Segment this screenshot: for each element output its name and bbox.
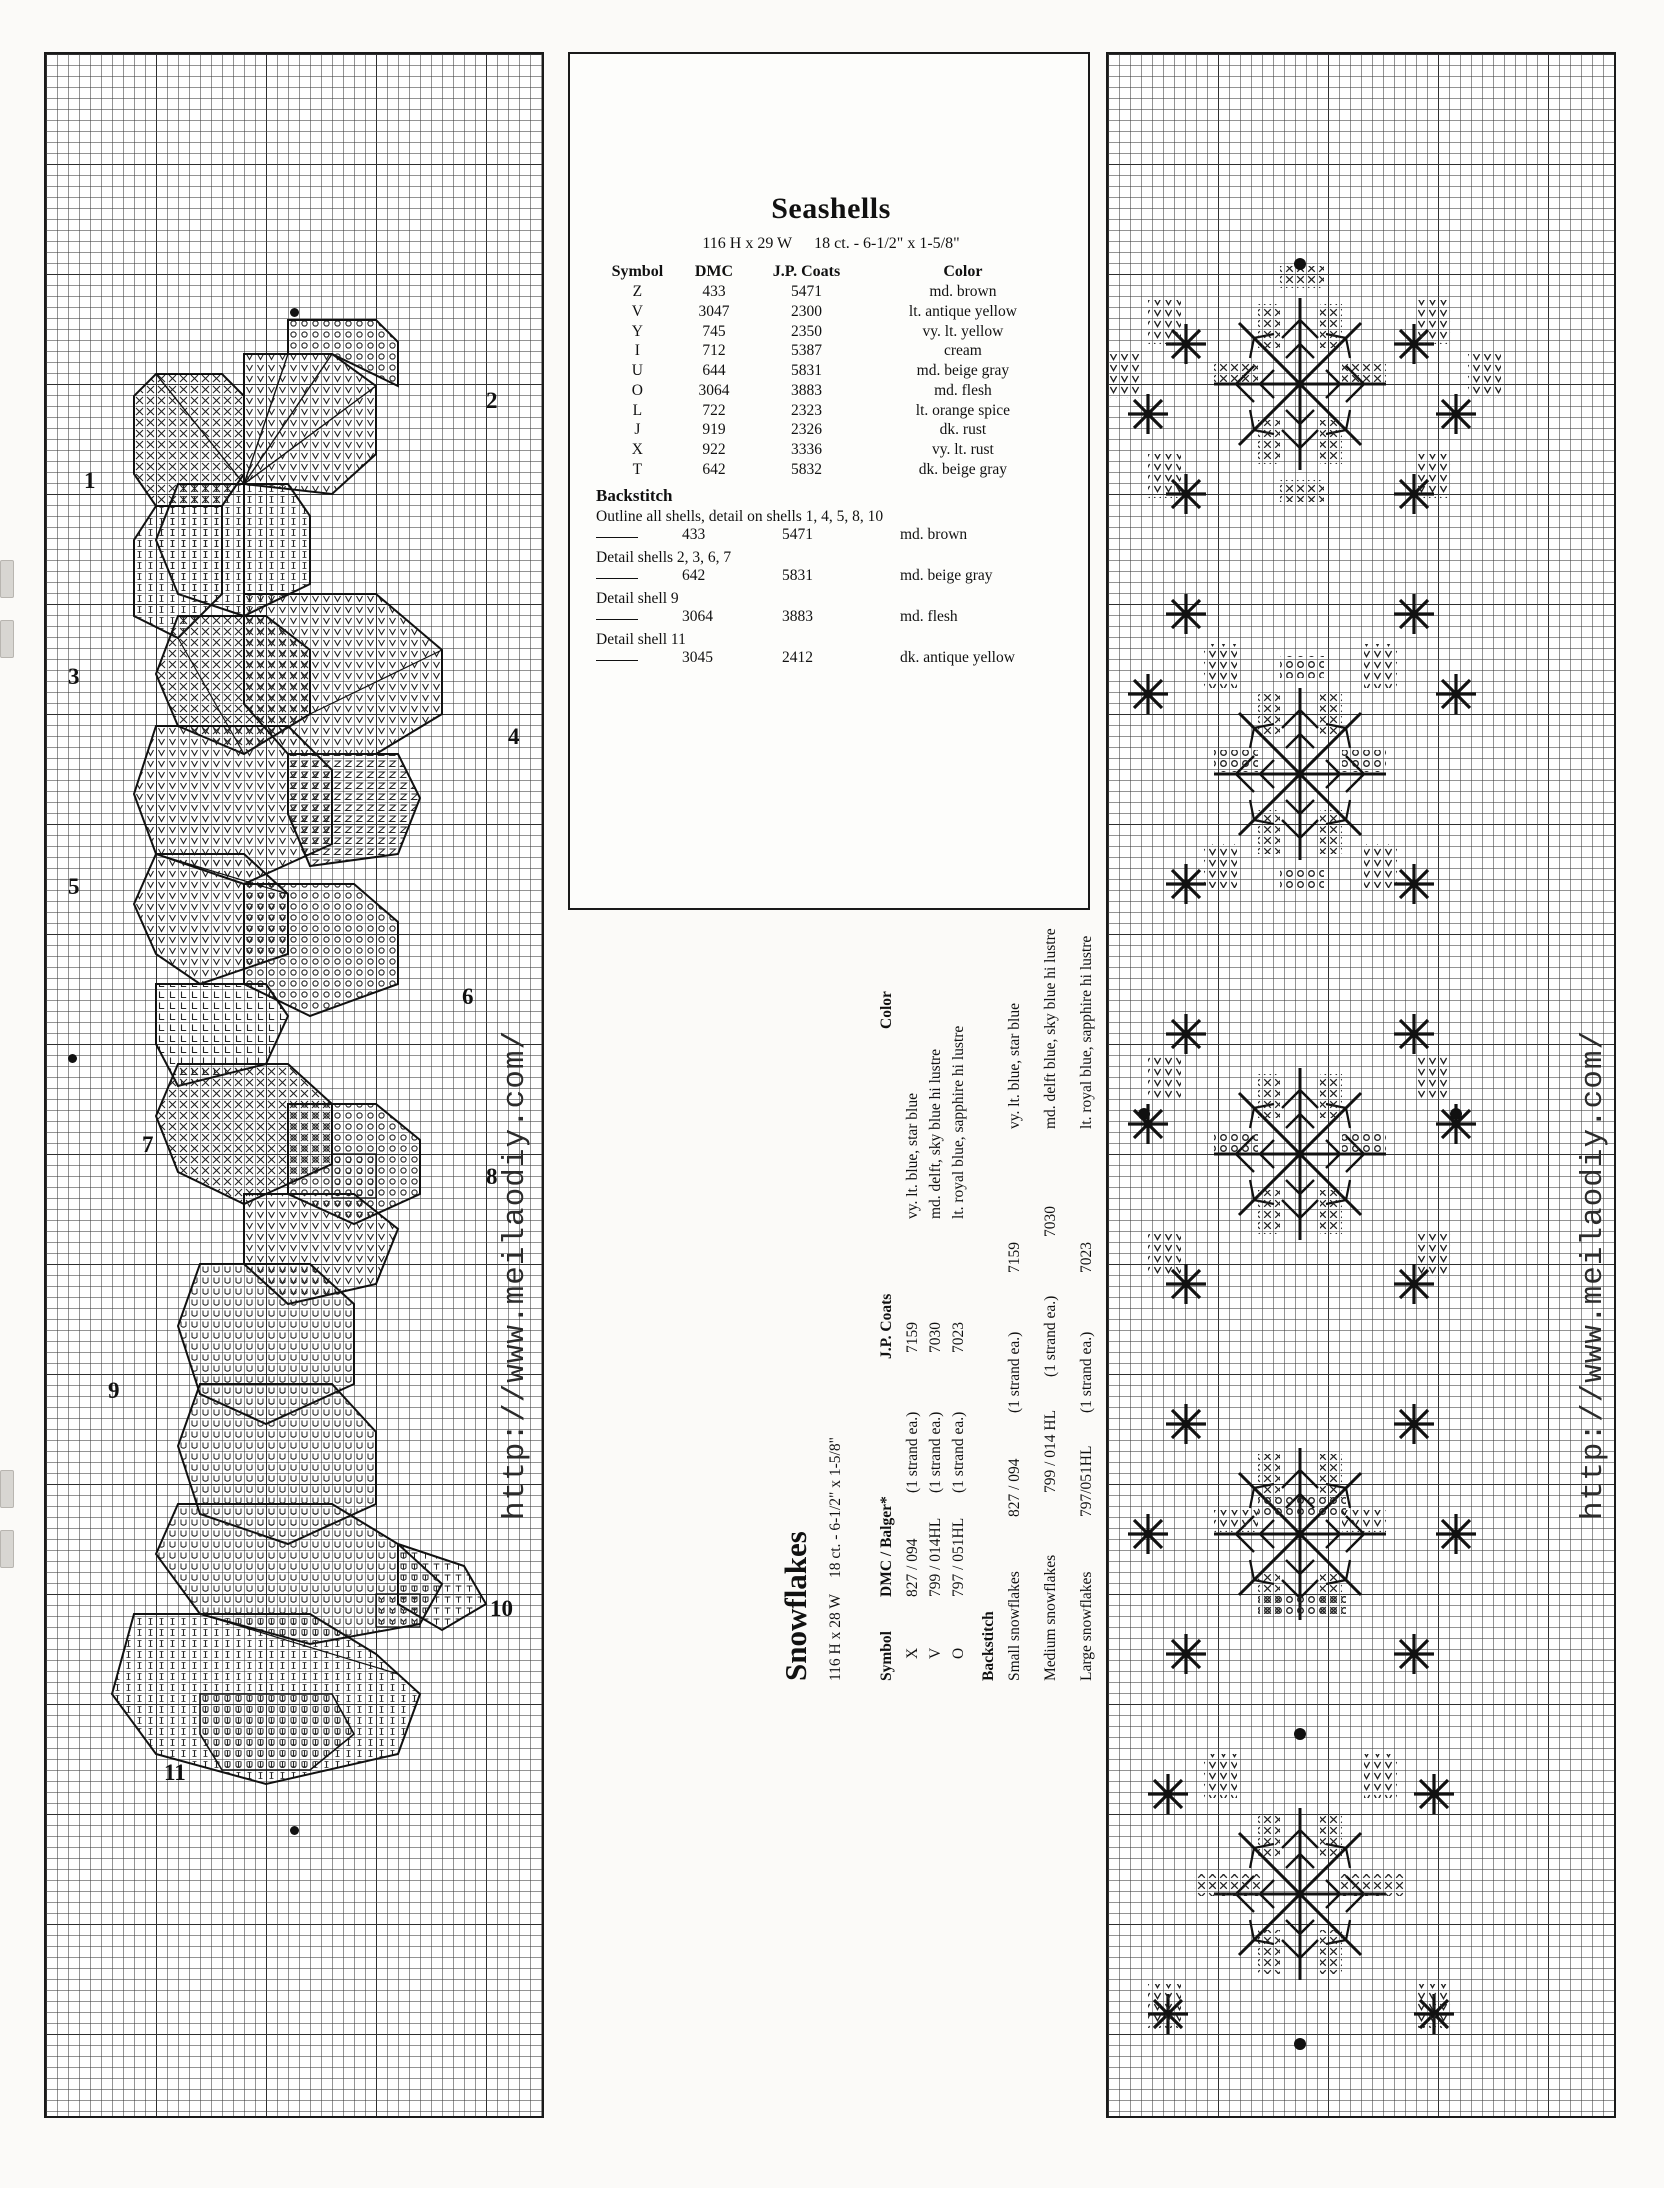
cell-dmc: 745 — [702, 322, 726, 340]
table-row — [598, 460, 1064, 480]
cell-jpcoats: 7023 — [950, 1322, 967, 1353]
cell-jpcoats: 7159 — [904, 1322, 921, 1353]
chart-number-7: 7 — [142, 1132, 154, 1157]
cell-dmc: 799 / 014HL — [927, 1517, 944, 1597]
cell-color: lt. antique yellow — [908, 303, 1017, 321]
table-row — [598, 421, 1064, 441]
chart-number-8: 8 — [486, 1164, 498, 1189]
cell-dmc: 797 / 051HL — [950, 1517, 967, 1597]
backstitch-group-small: Small snowflakes — [1006, 1571, 1023, 1681]
backstitch-color: md. brown — [900, 525, 968, 543]
cell-jpcoats: 5832 — [791, 460, 822, 478]
cell-symbol: V — [631, 303, 643, 321]
cell-color: vy. lt. blue, star blue — [904, 1093, 921, 1219]
backstitch-color: vy. lt. blue, star blue — [1006, 1003, 1023, 1129]
watermark-right: http://www.meilaodiy.com/ — [1576, 1029, 1611, 1520]
cell-dmc: 642 — [702, 460, 726, 478]
table-row — [598, 441, 1064, 461]
spine-mark — [0, 620, 14, 658]
backstitch-strand: (1 strand ea.) — [1006, 1331, 1023, 1413]
backstitch-dmc: 797/051HL — [1078, 1445, 1095, 1517]
header-dmc-balger: DMC / Balger* — [878, 1496, 895, 1597]
cell-color: lt. royal blue, sapphire hi lustre — [950, 1025, 967, 1219]
center-dot-marker — [68, 1054, 77, 1063]
backstitch-jpcoats: 2412 — [782, 648, 813, 666]
cell-jpcoats: 2323 — [791, 401, 822, 419]
cell-jpcoats: 2326 — [791, 421, 822, 439]
backstitch-color: md. beige gray — [900, 566, 993, 584]
header-dmc: DMC — [694, 263, 734, 280]
chart-number-2: 2 — [486, 388, 498, 413]
seashells-size-line1: 116 H x 29 W — [702, 235, 793, 252]
header-symbol: Symbol — [611, 263, 664, 280]
table-row — [598, 303, 1064, 323]
backstitch-jpcoats: 5471 — [782, 525, 813, 543]
cell-symbol: L — [632, 401, 643, 419]
cell-symbol: T — [632, 460, 643, 478]
backstitch-color: md. flesh — [900, 607, 958, 625]
cell-jpcoats: 3336 — [791, 440, 822, 458]
seashells-title: Seashells — [771, 192, 891, 225]
watermark-left: http://www.meilaodiy.com/ — [498, 1029, 533, 1520]
chart-number-9: 9 — [108, 1378, 120, 1403]
seashells-size — [570, 235, 1090, 253]
cell-color: lt. orange spice — [915, 401, 1011, 419]
backstitch-jpcoats: 5831 — [782, 566, 813, 584]
spine-mark — [0, 1470, 14, 1508]
cell-symbol: O — [631, 381, 643, 399]
cell-symbol: V — [927, 1647, 944, 1659]
cell-jpcoats: 2350 — [791, 322, 822, 340]
cell-strand: (1 strand ea.) — [904, 1411, 921, 1493]
cell-jpcoats: 5471 — [791, 283, 822, 301]
snowflakes-size-line1: 116 H x 28 W — [827, 1594, 844, 1681]
cell-dmc: 827 / 094 — [904, 1538, 921, 1597]
header-jpcoats: J.P. Coats — [772, 263, 841, 280]
center-dot-marker — [290, 1826, 299, 1835]
cell-color: md. beige gray — [916, 362, 1010, 380]
cell-jpcoats: 5387 — [791, 342, 822, 360]
cell-color: md. delft, sky blue hi lustre — [927, 1048, 944, 1219]
backstitch-jpcoats: 7030 — [1042, 1206, 1059, 1237]
backstitch-dmc: 827 / 094 — [1006, 1458, 1023, 1517]
chart-number-4: 4 — [508, 724, 520, 749]
snowflakes-size-line2: 18 ct. - 6-1/2" x 1-5/8" — [827, 1437, 844, 1579]
chart-number-11: 11 — [164, 1760, 186, 1785]
backstitch-dmc: 642 — [682, 566, 706, 584]
cell-color: vy. lt. rust — [931, 440, 994, 458]
cell-symbol: J — [634, 421, 641, 439]
spine-mark — [0, 560, 14, 598]
header-symbol: Symbol — [878, 1631, 895, 1681]
backstitch-heading: Backstitch — [980, 1611, 997, 1681]
cell-symbol: X — [904, 1647, 921, 1659]
cell-dmc: 3047 — [698, 303, 730, 321]
cell-symbol: I — [634, 342, 640, 360]
spine-mark — [0, 1530, 14, 1568]
seashells-chart-panel — [44, 52, 544, 2118]
backstitch-note-2: Detail shells 2, 3, 6, 7 — [596, 548, 732, 566]
cell-dmc: 712 — [702, 342, 726, 360]
table-row — [598, 283, 1064, 303]
backstitch-jpcoats: 7023 — [1078, 1242, 1095, 1273]
chart-number-6: 6 — [462, 984, 474, 1009]
cell-color: dk. rust — [939, 421, 987, 439]
cell-symbol: X — [631, 440, 643, 458]
cell-dmc: 433 — [702, 283, 726, 301]
backstitch-note-4: Detail shell 11 — [596, 630, 686, 648]
cell-symbol: U — [631, 362, 643, 380]
table-row — [598, 342, 1064, 362]
cell-color: vy. lt. yellow — [922, 322, 1004, 340]
header-color: Color — [878, 991, 895, 1029]
backstitch-group-medium: Medium snowflakes — [1042, 1554, 1059, 1681]
chart-number-5: 5 — [68, 874, 80, 899]
chart-number-1: 1 — [84, 468, 96, 493]
cell-dmc: 919 — [702, 421, 726, 439]
chart-number-3: 3 — [68, 664, 80, 689]
seashells-chart-artwork — [46, 54, 544, 2118]
backstitch-color: md. delft blue, sky blue hi lustre — [1042, 928, 1059, 1129]
seashells-key-table — [598, 261, 1064, 480]
backstitch-note-3: Detail shell 9 — [596, 589, 679, 607]
cell-color: dk. beige gray — [918, 460, 1008, 478]
backstitch-strand: (1 strand ea.) — [1042, 1295, 1059, 1377]
cell-dmc: 3064 — [698, 381, 730, 399]
header-jpcoats: J.P. Coats — [878, 1293, 895, 1359]
cell-dmc: 644 — [702, 362, 726, 380]
center-dot-marker — [290, 308, 299, 317]
snowflakes-title: Snowflakes — [778, 1531, 813, 1681]
cell-color: cream — [943, 342, 982, 360]
cell-dmc: 922 — [702, 440, 726, 458]
cell-jpcoats: 3883 — [791, 381, 822, 399]
backstitch-dmc: 3045 — [682, 648, 713, 666]
header-color: Color — [943, 263, 983, 280]
cell-strand: (1 strand ea.) — [950, 1411, 967, 1493]
backstitch-color: lt. royal blue, sapphire hi lustre — [1078, 935, 1095, 1129]
table-header-row — [598, 261, 1064, 283]
cell-jpcoats: 7030 — [927, 1322, 944, 1353]
cell-symbol: Y — [631, 322, 643, 340]
backstitch-group-large: Large snowflakes — [1078, 1571, 1095, 1681]
table-row — [598, 401, 1064, 421]
table-row — [598, 381, 1064, 401]
cell-symbol: O — [950, 1647, 967, 1659]
backstitch-heading: Backstitch — [596, 485, 673, 505]
table-row — [598, 362, 1064, 382]
seashells-size-line2: 18 ct. - 6-1/2" x 1-5/8" — [814, 235, 960, 252]
snowflakes-size — [827, 1437, 845, 1681]
backstitch-dmc: 3064 — [682, 607, 713, 625]
backstitch-jpcoats: 3883 — [782, 607, 813, 625]
snowflakes-chart-artwork — [1108, 54, 1616, 2118]
snowflakes-chart-panel — [1106, 52, 1616, 2118]
cell-jpcoats: 5831 — [791, 362, 822, 380]
cell-color: md. flesh — [934, 381, 992, 399]
chart-number-10: 10 — [490, 1596, 513, 1621]
table-row — [598, 322, 1064, 342]
cell-color: md. brown — [929, 283, 997, 301]
cell-dmc: 722 — [702, 401, 726, 419]
backstitch-jpcoats: 7159 — [1006, 1242, 1023, 1273]
backstitch-dmc: 799 / 014 HL — [1042, 1409, 1059, 1493]
cell-strand: (1 strand ea.) — [927, 1411, 944, 1493]
backstitch-dmc: 433 — [682, 525, 706, 543]
cell-symbol: Z — [632, 283, 643, 301]
backstitch-strand: (1 strand ea.) — [1078, 1331, 1095, 1413]
backstitch-note-1: Outline all shells, detail on shells 1, 4, 5, 8, 10 — [596, 507, 884, 525]
backstitch-color: dk. antique yellow — [900, 648, 1015, 666]
cell-jpcoats: 2300 — [791, 303, 822, 321]
